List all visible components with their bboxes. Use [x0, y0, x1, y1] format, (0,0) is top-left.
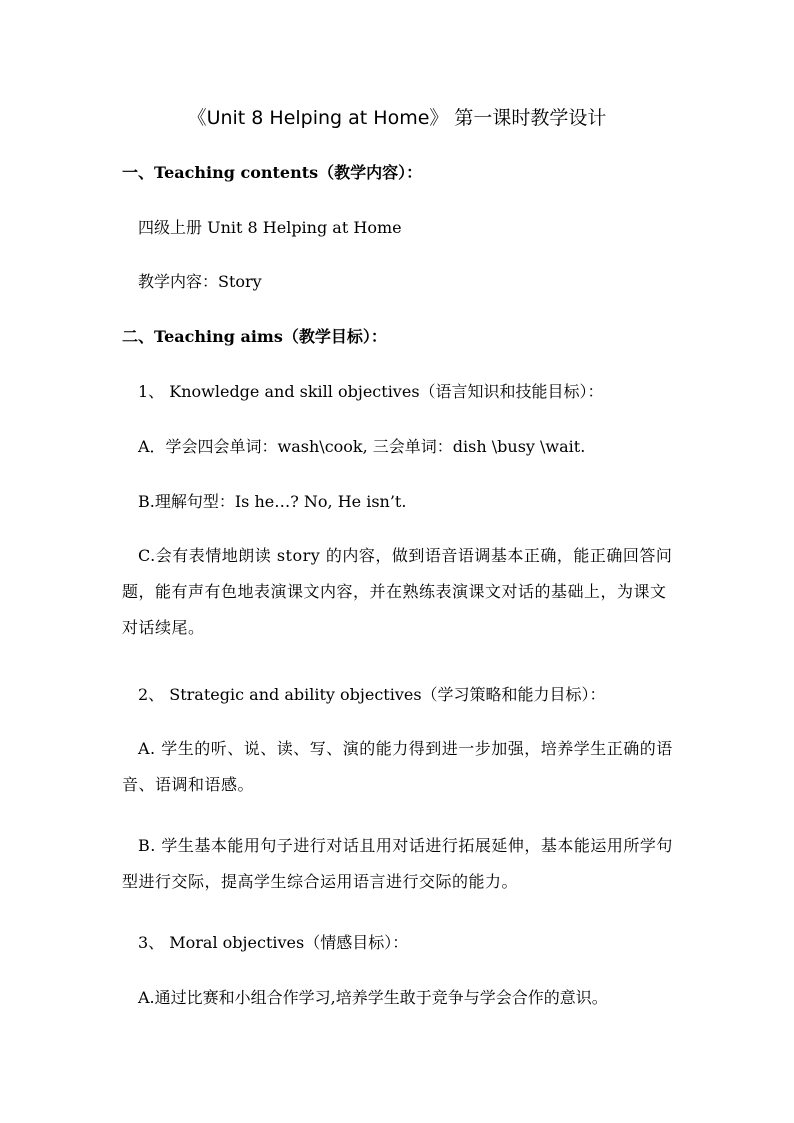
section-heading-teaching-aims: 二、Teaching aims（教学目标）： — [122, 327, 387, 346]
objective-2-heading: 2、 Strategic and ability objectives（学习策略和能力目标）： — [138, 685, 606, 704]
teaching-contents-story: 教学内容：Story — [138, 272, 262, 291]
objective-3-item-a: A.通过比赛和小组合作学习,培养学生敢于竞争与学会合作的意识。 — [138, 988, 608, 1007]
teaching-contents-book: 四级上册 Unit 8 Helping at Home — [138, 218, 402, 237]
objective-1-heading: 1、 Knowledge and skill objectives（语言知识和技能目标）： — [138, 382, 604, 401]
objective-3-heading: 3、 Moral objectives（情感目标）： — [138, 933, 409, 952]
objective-2-item-a: A. 学生的听、说、读、写、演的能力得到进一步加强，培养学生正确的语音、语调和语感。 — [122, 739, 673, 794]
objective-1-item-c: C.会有表情地朗读 story 的内容，做到语音语调基本正确，能正确回答问题，能有声有色地表演课文内容，并在熟练表演课文对话的基础上，为课文对话续尾。 — [122, 546, 673, 637]
objective-2-item-b: B. 学生基本能用句子进行对话且用对话进行拓展延伸，基本能运用所学句型进行交际，提高学生综合运用语言进行交际的能力。 — [122, 836, 673, 891]
section-heading-teaching-contents: 一、Teaching contents（教学内容）： — [122, 163, 423, 182]
objective-1-item-a: A．学会四会单词：wash\cook, 三会单词：dish \busy \wait. — [138, 437, 586, 456]
document-title: 《Unit 8 Helping at Home》 第一课时教学设计 — [187, 107, 607, 129]
objective-1-item-b: B.理解句型：Is he…? No, He isn’t. — [138, 492, 407, 511]
